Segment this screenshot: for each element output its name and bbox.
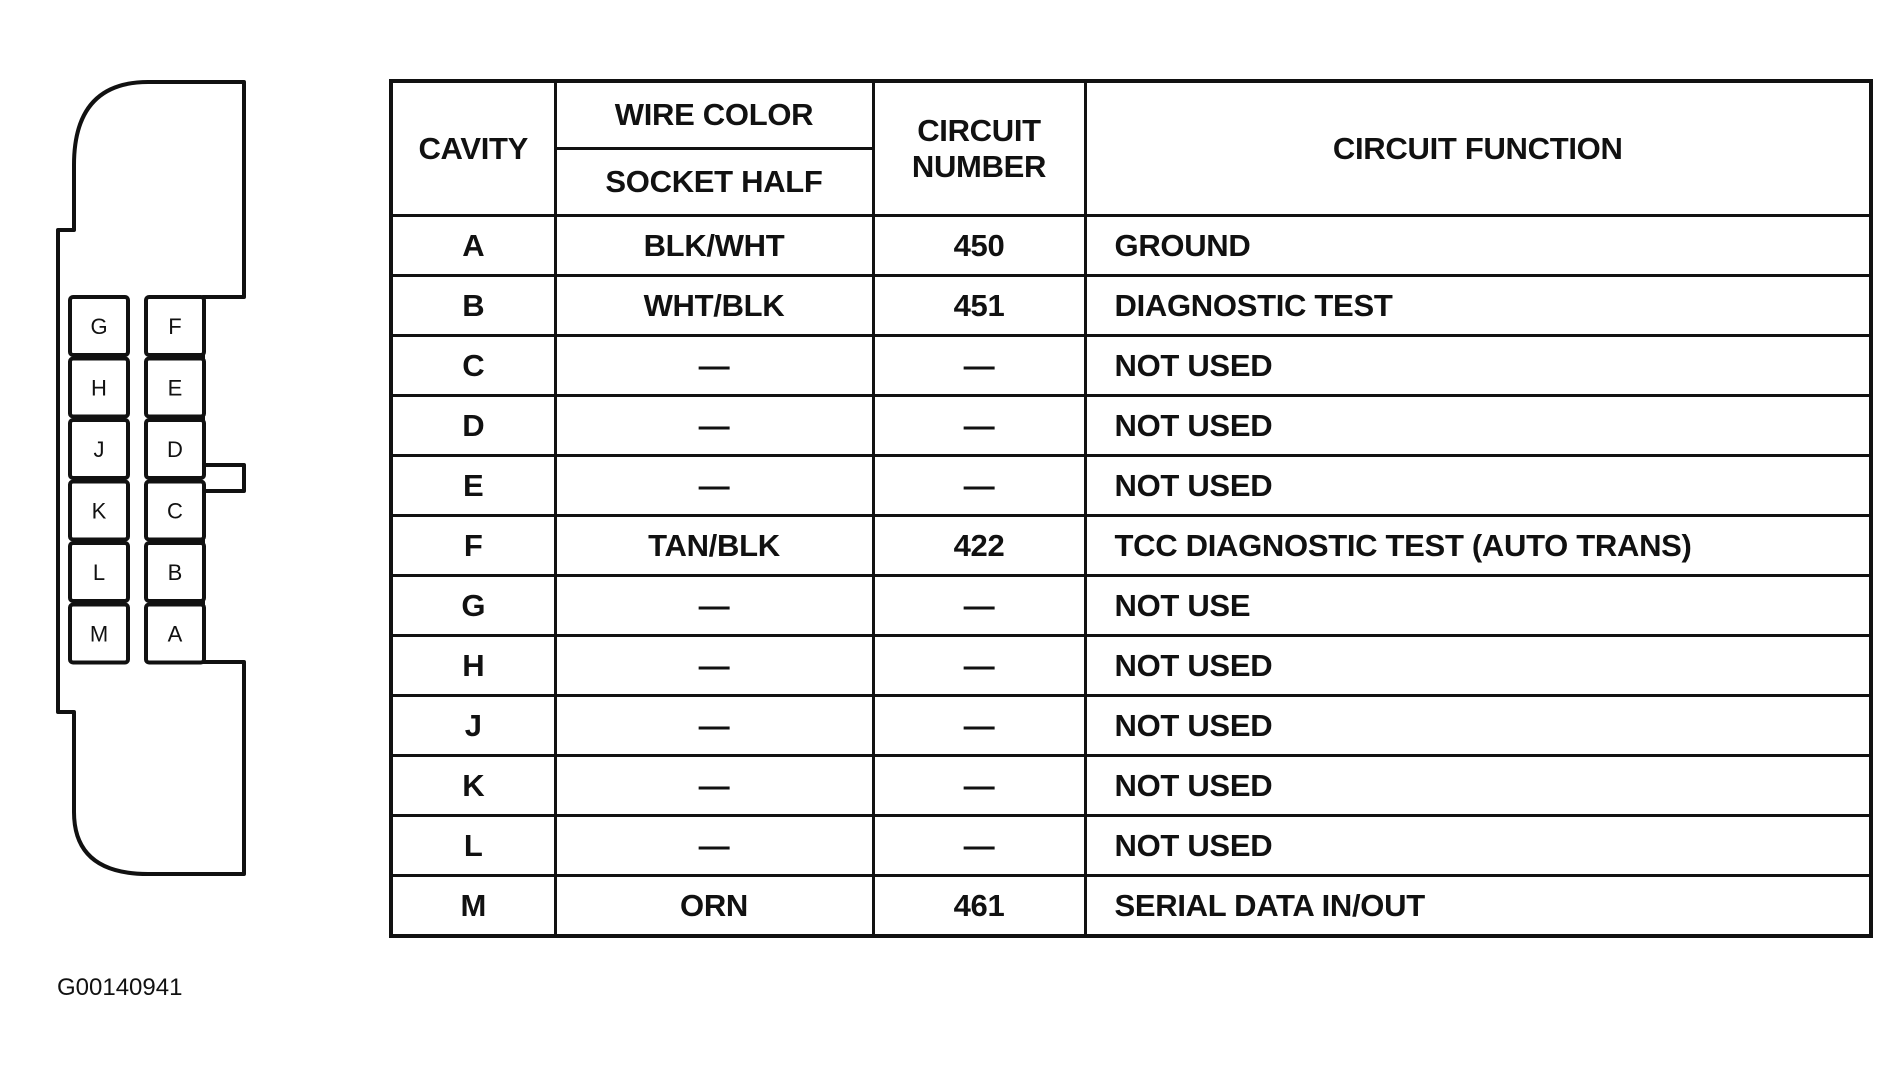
connector-pin-h bbox=[70, 359, 128, 417]
cell-wire-color: — bbox=[555, 336, 873, 396]
table-row bbox=[391, 336, 1871, 396]
cell-cavity: K bbox=[391, 756, 555, 816]
cell-cavity: M bbox=[391, 876, 555, 937]
cell-circuit-function: NOT USED bbox=[1085, 456, 1871, 516]
connector-pin-k bbox=[70, 482, 128, 540]
cell-circuit-number: — bbox=[873, 576, 1085, 636]
pinout-table-body bbox=[391, 216, 1871, 937]
connector-pin-label: J bbox=[93, 437, 105, 462]
cell-wire-color: WHT/BLK bbox=[555, 276, 873, 336]
cell-cavity: H bbox=[391, 636, 555, 696]
cell-cavity: C bbox=[391, 336, 555, 396]
connector-pin-a bbox=[146, 605, 204, 663]
connector-pin-label: G bbox=[90, 314, 108, 339]
connector-pin-f bbox=[146, 297, 204, 355]
cell-cavity: D bbox=[391, 396, 555, 456]
cell-circuit-function: GROUND bbox=[1085, 216, 1871, 276]
cell-circuit-number: — bbox=[873, 456, 1085, 516]
cell-circuit-function: NOT USED bbox=[1085, 636, 1871, 696]
table-row bbox=[391, 696, 1871, 756]
cell-wire-color: — bbox=[555, 396, 873, 456]
pinout-table bbox=[389, 79, 1873, 938]
cell-cavity: B bbox=[391, 276, 555, 336]
table-row bbox=[391, 876, 1871, 937]
connector-pin-label: C bbox=[167, 498, 183, 524]
cell-circuit-number: 451 bbox=[873, 276, 1085, 336]
connector-pin-label: H bbox=[91, 375, 107, 401]
connector-pin-d bbox=[146, 420, 204, 478]
cell-wire-color: — bbox=[555, 456, 873, 516]
connector-pin-label: F bbox=[168, 314, 182, 339]
table-row bbox=[391, 216, 1871, 276]
cell-circuit-number: — bbox=[873, 636, 1085, 696]
connector-pin-label: A bbox=[167, 621, 183, 647]
connector-face-diagram bbox=[0, 0, 260, 900]
cell-circuit-number: — bbox=[873, 816, 1085, 876]
cell-wire-color: ORN bbox=[555, 876, 873, 937]
cell-circuit-function: SERIAL DATA IN/OUT bbox=[1085, 876, 1871, 937]
cell-circuit-function: DIAGNOSTIC TEST bbox=[1085, 276, 1871, 336]
cell-circuit-number: 461 bbox=[873, 876, 1085, 937]
connector-pin-label: L bbox=[92, 560, 106, 585]
cell-wire-color: — bbox=[555, 696, 873, 756]
cell-cavity: A bbox=[391, 216, 555, 276]
cell-wire-color: BLK/WHT bbox=[555, 216, 873, 276]
cell-cavity: L bbox=[391, 816, 555, 876]
connector-pin-e bbox=[146, 359, 204, 417]
cell-circuit-number: 422 bbox=[873, 516, 1085, 576]
figure-id-label: G00140941 bbox=[57, 974, 183, 1001]
connector-pin-b bbox=[146, 543, 204, 601]
cell-wire-color: — bbox=[555, 816, 873, 876]
cell-wire-color: — bbox=[555, 756, 873, 816]
cell-circuit-function: NOT USED bbox=[1085, 816, 1871, 876]
connector-pin-grid bbox=[70, 297, 204, 663]
cell-circuit-number: — bbox=[873, 336, 1085, 396]
cell-circuit-function: NOT USED bbox=[1085, 396, 1871, 456]
table-row bbox=[391, 396, 1871, 456]
header-circuit-number bbox=[873, 81, 1085, 216]
cell-cavity: J bbox=[391, 696, 555, 756]
header-socket-half: SOCKET HALF bbox=[555, 149, 873, 216]
cell-circuit-number: — bbox=[873, 396, 1085, 456]
cell-cavity: G bbox=[391, 576, 555, 636]
header-cavity: CAVITY bbox=[391, 81, 555, 216]
connector-pin-g bbox=[70, 297, 128, 355]
table-row bbox=[391, 756, 1871, 816]
connector-pin-label: D bbox=[167, 437, 183, 462]
cell-circuit-function: NOT USE bbox=[1085, 576, 1871, 636]
table-row bbox=[391, 516, 1871, 576]
connector-pin-l bbox=[70, 543, 128, 601]
connector-pin-j bbox=[70, 420, 128, 478]
cell-circuit-number: — bbox=[873, 756, 1085, 816]
table-row bbox=[391, 576, 1871, 636]
cell-circuit-function: TCC DIAGNOSTIC TEST (AUTO TRANS) bbox=[1085, 516, 1871, 576]
cell-cavity: E bbox=[391, 456, 555, 516]
connector-pin-label: B bbox=[167, 560, 183, 585]
connector-pin-label: M bbox=[89, 621, 109, 647]
connector-pin-label: K bbox=[91, 498, 107, 524]
cell-wire-color: — bbox=[555, 636, 873, 696]
table-row bbox=[391, 456, 1871, 516]
cell-circuit-function: NOT USED bbox=[1085, 336, 1871, 396]
header-circuit-number-text: CIRCUIT NUMBER bbox=[911, 112, 1047, 184]
cell-cavity: F bbox=[391, 516, 555, 576]
connector-pin-label: E bbox=[167, 375, 183, 401]
header-circuit-function: CIRCUIT FUNCTION bbox=[1085, 81, 1871, 216]
table-row bbox=[391, 636, 1871, 696]
connector-pin-m bbox=[70, 605, 128, 663]
cell-circuit-number: — bbox=[873, 696, 1085, 756]
cell-wire-color: — bbox=[555, 576, 873, 636]
table-row bbox=[391, 276, 1871, 336]
cell-circuit-function: NOT USED bbox=[1085, 696, 1871, 756]
table-row bbox=[391, 816, 1871, 876]
cell-circuit-number: 450 bbox=[873, 216, 1085, 276]
cell-wire-color: TAN/BLK bbox=[555, 516, 873, 576]
header-wire-color: WIRE COLOR bbox=[555, 81, 873, 149]
connector-pin-c bbox=[146, 482, 204, 540]
cell-circuit-function: NOT USED bbox=[1085, 756, 1871, 816]
